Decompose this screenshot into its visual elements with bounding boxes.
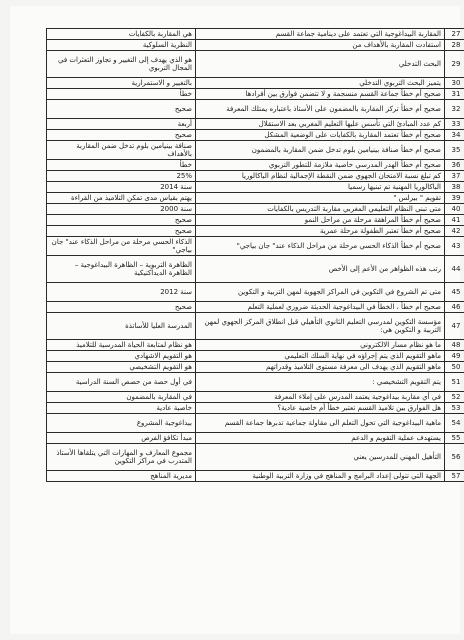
question-cell: التأهيل المهني للمدرسين يعني xyxy=(196,444,445,471)
question-cell: صحيح أم خطأ الذكاء الحسي مرحلة من مراحل الذكاء عند" جان بياجي" xyxy=(196,237,445,256)
question-cell: صحيح أم خطأ الهدر المدرسي خاصية ملازمة للتطور التربوي xyxy=(196,160,445,171)
table-row xyxy=(47,392,464,403)
document-page xyxy=(10,6,460,634)
question-cell: يتميز البحث التربوي التدخلي xyxy=(196,78,445,89)
answer-cell: يهتم بقياس مدى تمكن التلاميذ من القراءة xyxy=(47,193,196,204)
question-cell: يستهدف عملية التقويم و الدعم xyxy=(196,433,445,444)
answer-cell: صنافة بينيامين بلوم تدخل ضمن المقاربة بالأهداف xyxy=(47,141,196,160)
answer-cell: هو الذي يهدف إلى التغيير و تجاوز التعثرات في المجال التربوي xyxy=(47,51,196,78)
answer-cell: خطأ xyxy=(47,89,196,100)
question-number: 50 xyxy=(445,362,464,373)
question-number: 34 xyxy=(445,130,464,141)
answer-cell: مبدأ تكافؤ الفرص xyxy=(47,433,196,444)
question-cell: صحيح أم خطأ تركز المقاربة بالمضمون على الأستاذ باعتباره يمتلك المعرفة xyxy=(196,100,445,119)
answer-cell: هو التقويم التشخيصي xyxy=(47,362,196,373)
question-cell: تقويم " بيرلس " xyxy=(196,193,445,204)
table-row xyxy=(47,40,464,51)
table-row xyxy=(47,403,464,414)
question-cell: الباكالوريا المهنية تم تبنيها رسميا xyxy=(196,182,445,193)
question-number: 30 xyxy=(445,78,464,89)
answer-cell: المدرسة العليا للأساتذة xyxy=(47,313,196,340)
question-cell: رتب هذه الظواهر من الأعم إلى الأخص xyxy=(196,256,445,283)
answer-cell: في أول حصة من حصص السنة الدراسية xyxy=(47,373,196,392)
answer-cell: مجموع المعارف و المهارات التي يتلقاها الأستاذ المتدرب في مراكز التكوين xyxy=(47,444,196,471)
table-row xyxy=(47,256,464,283)
question-number: 46 xyxy=(445,302,464,313)
answer-cell: هي المقاربة بالكفايات xyxy=(47,29,196,40)
table-row xyxy=(47,171,464,182)
question-cell: الجهة التي تتولى إعداد البرامج و المناهج في وزارة التربية الوطنية xyxy=(196,471,445,482)
question-number: 40 xyxy=(445,204,464,215)
question-number: 33 xyxy=(445,119,464,130)
table-row xyxy=(47,313,464,340)
table-row xyxy=(47,237,464,256)
question-number: 49 xyxy=(445,351,464,362)
question-number: 44 xyxy=(445,256,464,283)
answer-cell: الذكاء الحسي مرحلة من مراحل الذكاء عند" جان بياجي" xyxy=(47,237,196,256)
table-row xyxy=(47,100,464,119)
answer-cell: هو التقويم الاشهادي xyxy=(47,351,196,362)
answer-cell: بيداغوجية المشروع xyxy=(47,414,196,433)
question-number: 38 xyxy=(445,182,464,193)
question-number: 28 xyxy=(445,40,464,51)
answer-cell: هو نظام لمتابعة الحياة المدرسية للتلاميذ xyxy=(47,340,196,351)
table-row xyxy=(47,130,464,141)
question-number: 36 xyxy=(445,160,464,171)
question-cell: ماهية البيداغوجية التي تحول التعلم الى مقاولة جماعية تدبرها جماعة القسم xyxy=(196,414,445,433)
table-row xyxy=(47,78,464,89)
table-row xyxy=(47,160,464,171)
question-cell: البحث التدخلي xyxy=(196,51,445,78)
question-cell: متى تبنى النظام التعليمي المغربي مقاربة التدريس بالكفايات xyxy=(196,204,445,215)
question-number: 45 xyxy=(445,283,464,302)
answer-cell: أربعة xyxy=(47,119,196,130)
table-row xyxy=(47,302,464,313)
question-number: 53 xyxy=(445,403,464,414)
answer-cell: صحيح xyxy=(47,226,196,237)
question-cell: في أي مقاربة بيداغوجية يعتمد المدرس على إملاء المعرفة xyxy=(196,392,445,403)
table-row xyxy=(47,119,464,130)
table-row xyxy=(47,226,464,237)
table-row xyxy=(47,351,464,362)
question-cell: صحيح أم خطأ المراهقة مرحلة من مراحل النمو xyxy=(196,215,445,226)
question-number: 51 xyxy=(445,373,464,392)
answer-cell: في المقاربة بالمضمون xyxy=(47,392,196,403)
table-row xyxy=(47,362,464,373)
question-number: 41 xyxy=(445,215,464,226)
answer-cell: سنة 2012 xyxy=(47,283,196,302)
question-cell: صحيح أم خطأ جماعة القسم منسجمة و لا تتضمن فوارق بين أفرادها xyxy=(196,89,445,100)
question-number: 48 xyxy=(445,340,464,351)
table-row xyxy=(47,89,464,100)
question-cell: صحيح أم خطأ تعتبر الطفولة مرحلة عمرية xyxy=(196,226,445,237)
answer-cell: الظاهرة التربوية – الظاهرة البيداغوجية – الظاهرة الديداكتيكية xyxy=(47,256,196,283)
table-row xyxy=(47,193,464,204)
answer-cell: صحيح xyxy=(47,215,196,226)
question-cell: استفادت المقاربة بالأهداف من xyxy=(196,40,445,51)
question-number: 39 xyxy=(445,193,464,204)
answer-cell: خطأ xyxy=(47,160,196,171)
question-number: 47 xyxy=(445,313,464,340)
question-cell: ماهو التقويم الذي يتم إجراؤه في نهاية السلك التعليمي xyxy=(196,351,445,362)
question-cell: ماهو التقويم الذي يهدف الى معرفة مستوى التلاميذ وقدراتهم xyxy=(196,362,445,373)
table-row xyxy=(47,433,464,444)
table-row xyxy=(47,340,464,351)
question-cell: كم عدد المبادئ التي تأسس عليها التعليم المغربي بعد الاستقلال xyxy=(196,119,445,130)
qa-table xyxy=(46,28,464,482)
question-number: 56 xyxy=(445,444,464,471)
answer-cell: بالتغيير و الاستمرارية xyxy=(47,78,196,89)
answer-cell: النظرية السلوكية xyxy=(47,40,196,51)
question-number: 43 xyxy=(445,237,464,256)
answer-cell: صحيح xyxy=(47,302,196,313)
question-cell: صحيح أم خطأ ، الخطأ في البيداغوجية الحديثة ضروري لعملية التعلم xyxy=(196,302,445,313)
question-number: 55 xyxy=(445,433,464,444)
answer-cell: صحيح xyxy=(47,100,196,119)
question-cell: متى تم الشروع في التكوين في المراكز الجهوية لمهن التربية و التكوين xyxy=(196,283,445,302)
question-number: 42 xyxy=(445,226,464,237)
question-number: 37 xyxy=(445,171,464,182)
question-number: 35 xyxy=(445,141,464,160)
question-cell: كم تبلغ نسبة الامتحان الجهوي ضمن النقطة الإجمالية لنظام الباكالوريا xyxy=(196,171,445,182)
table-row xyxy=(47,141,464,160)
table-row xyxy=(47,29,464,40)
qa-table-body xyxy=(47,29,464,482)
answer-cell: صحيح xyxy=(47,130,196,141)
question-cell: المقاربة البيداغوجية التي تعتمد على دينامية جماعة القسم xyxy=(196,29,445,40)
table-row xyxy=(47,215,464,226)
question-cell: ما هو نظام مسار الالكتروني xyxy=(196,340,445,351)
question-cell: صحيح أم خطأ صنافة بينيامين بلوم تدخل ضمن المقاربة بالمضمون xyxy=(196,141,445,160)
answer-cell: 25% xyxy=(47,171,196,182)
question-cell: يتم التقويم التشخيصي : xyxy=(196,373,445,392)
table-row xyxy=(47,51,464,78)
question-cell: صحيح أم خطأ تعتمد المقاربة بالكفايات على الوضعية المشكل xyxy=(196,130,445,141)
answer-cell: مديرية المناهج xyxy=(47,471,196,482)
table-row xyxy=(47,373,464,392)
question-cell: هل الفوارق بين تلاميذ القسم تعتبر خطأ أم خاصية عادية؟ xyxy=(196,403,445,414)
question-number: 54 xyxy=(445,414,464,433)
answer-cell: سنة 2014 xyxy=(47,182,196,193)
table-row xyxy=(47,204,464,215)
question-number: 31 xyxy=(445,89,464,100)
answer-cell: سنة 2000 xyxy=(47,204,196,215)
table-row xyxy=(47,283,464,302)
table-row xyxy=(47,182,464,193)
question-number: 32 xyxy=(445,100,464,119)
answer-cell: خاصية عادية xyxy=(47,403,196,414)
question-number: 57 xyxy=(445,471,464,482)
question-number: 52 xyxy=(445,392,464,403)
question-cell: مؤسسة التكوين لمدرسي التعليم الثانوي التأهيلي قبل انطلاق المركز الجهوي لمهن التربية و التكوين هي: xyxy=(196,313,445,340)
table-row xyxy=(47,444,464,471)
question-number: 29 xyxy=(445,51,464,78)
table-row xyxy=(47,414,464,433)
table-row xyxy=(47,471,464,482)
question-number: 27 xyxy=(445,29,464,40)
